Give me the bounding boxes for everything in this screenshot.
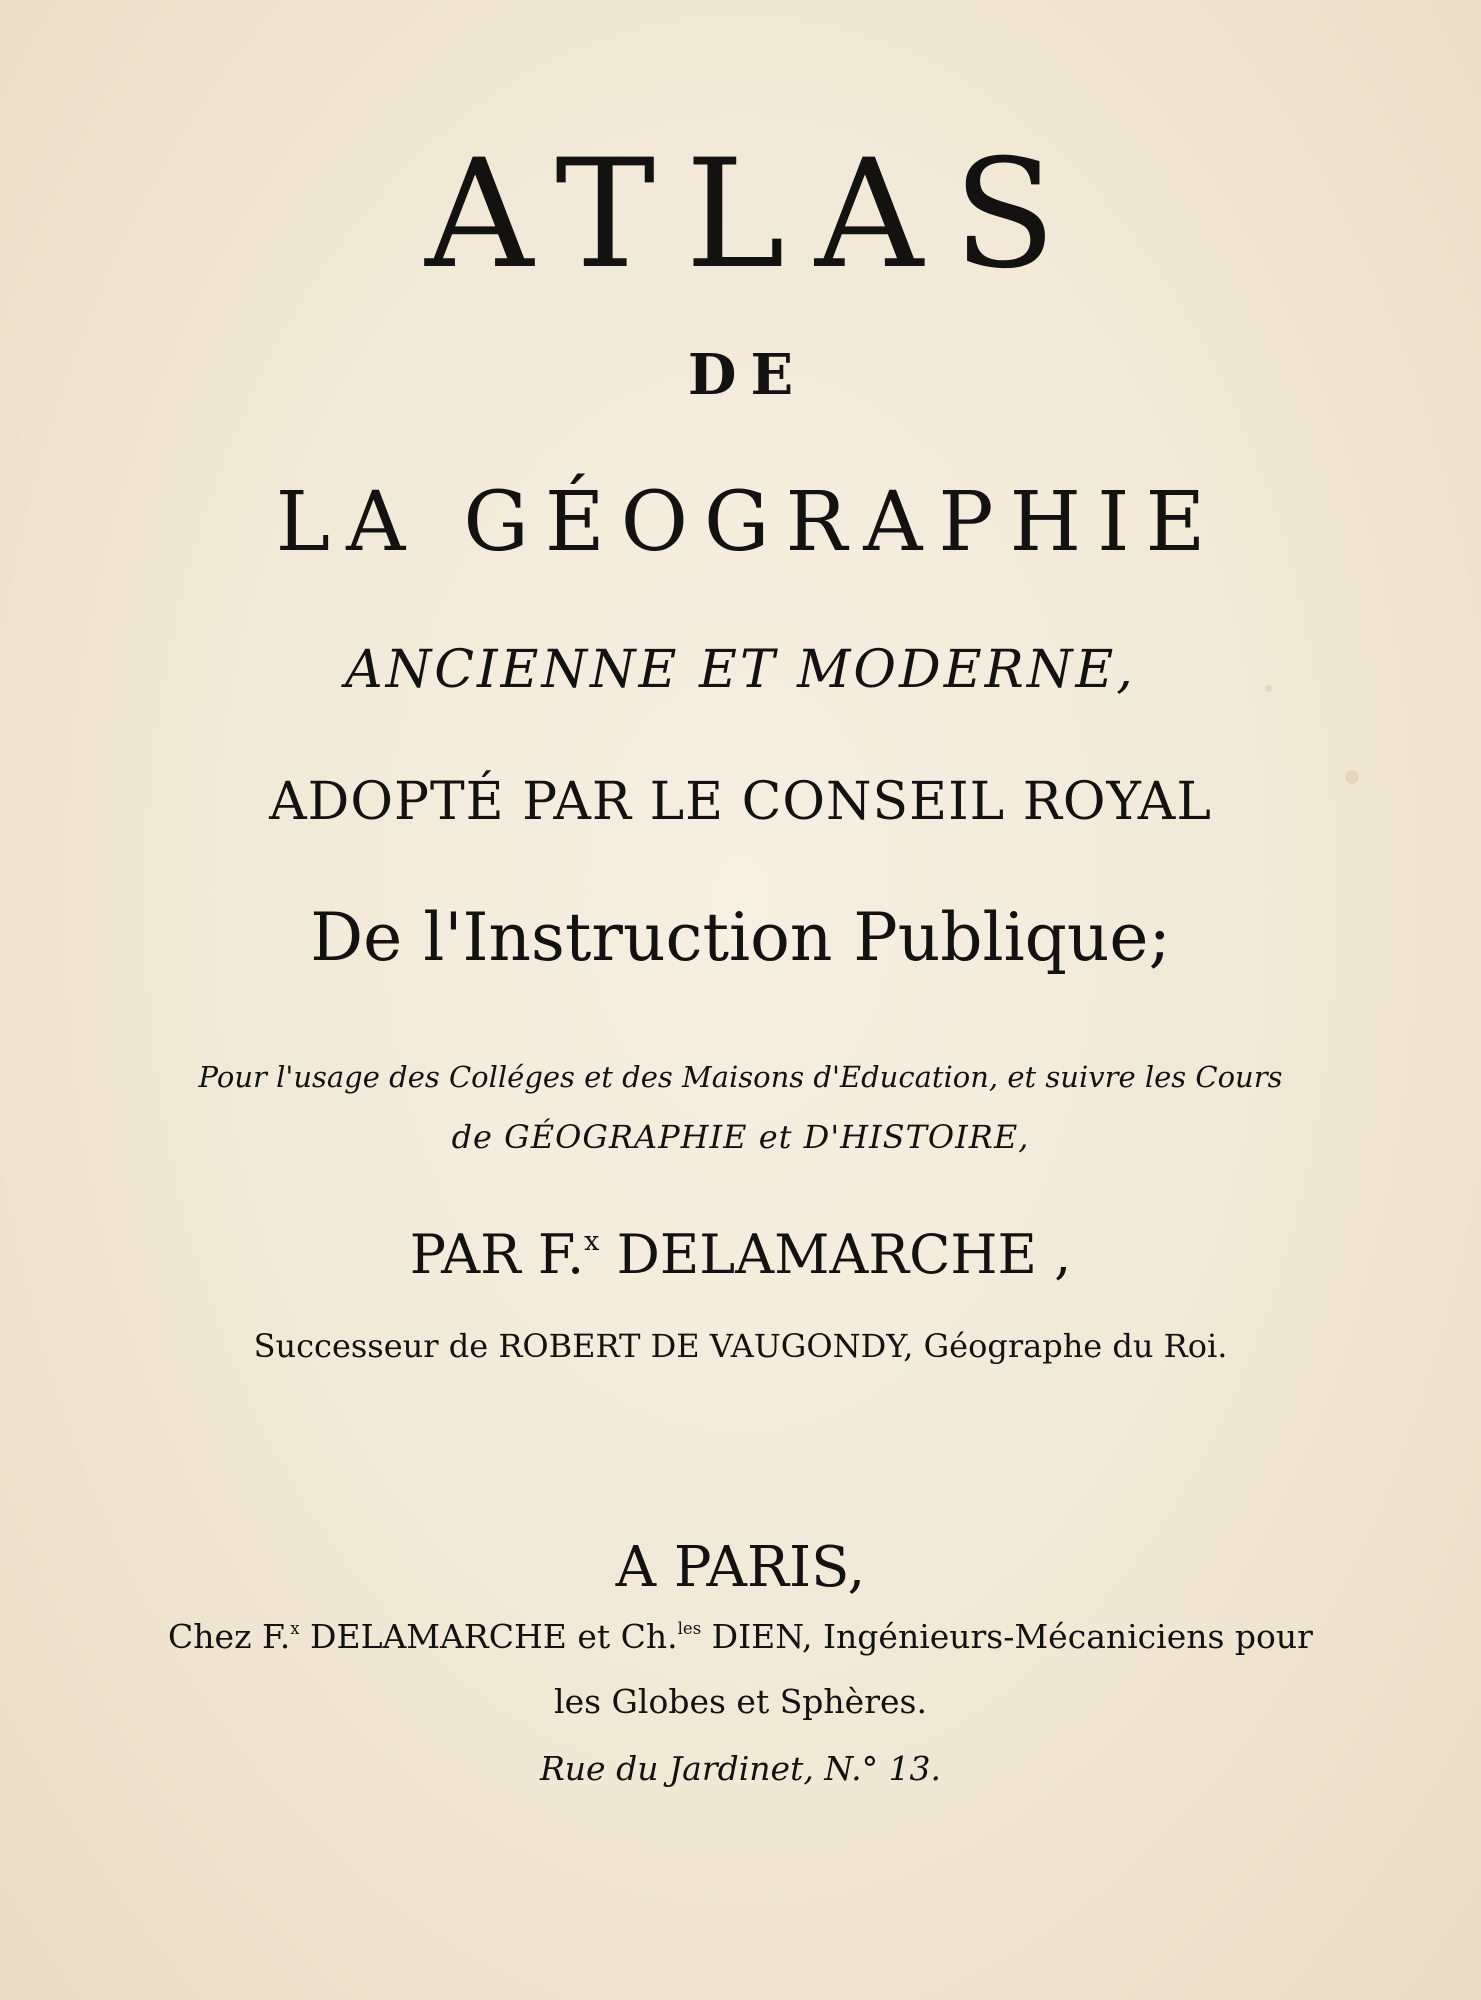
successor-line: Successeur de ROBERT DE VAUGONDY, Géographe du Roi. (253, 1327, 1228, 1365)
publisher-part-2: DELAMARCHE et Ch. (310, 1617, 678, 1656)
usage-line-1: Pour l'usage des Colléges et des Maisons d'Education, et suivre les Cours (198, 1060, 1283, 1094)
publisher-part-1: Chez F. (168, 1617, 291, 1656)
author-prefix: PAR F. (409, 1223, 585, 1286)
publisher-line-1 (0, 1617, 1481, 1656)
adoption-line: ADOPTÉ PAR LE CONSEIL ROYAL (269, 772, 1212, 832)
title-subject: LA GÉOGRAPHIE (275, 475, 1222, 570)
address-line: Rue du Jardinet, N.° 13. (539, 1749, 942, 1788)
publisher-part-3: DIEN, Ingénieurs-Mécaniciens pour (711, 1617, 1313, 1656)
author-superscript: x (584, 1226, 600, 1258)
publisher-line-2: les Globes et Sphères. (554, 1682, 927, 1721)
usage-line-2: de GÉOGRAPHIE et D'HISTOIRE, (451, 1118, 1030, 1156)
publisher-superscript-1: x (290, 1618, 300, 1638)
publisher-superscript-2: les (677, 1618, 702, 1638)
subtitle-ancient-modern: ANCIENNE ET MODERNE, (345, 640, 1136, 700)
title: ATLAS (425, 128, 1086, 302)
city-line: A PARIS, (615, 1535, 866, 1600)
title-de: DE (687, 342, 808, 408)
author-name: DELAMARCHE , (616, 1223, 1072, 1286)
institution-line: De l'Instruction Publique; (310, 899, 1171, 976)
author-line (0, 1223, 1481, 1286)
